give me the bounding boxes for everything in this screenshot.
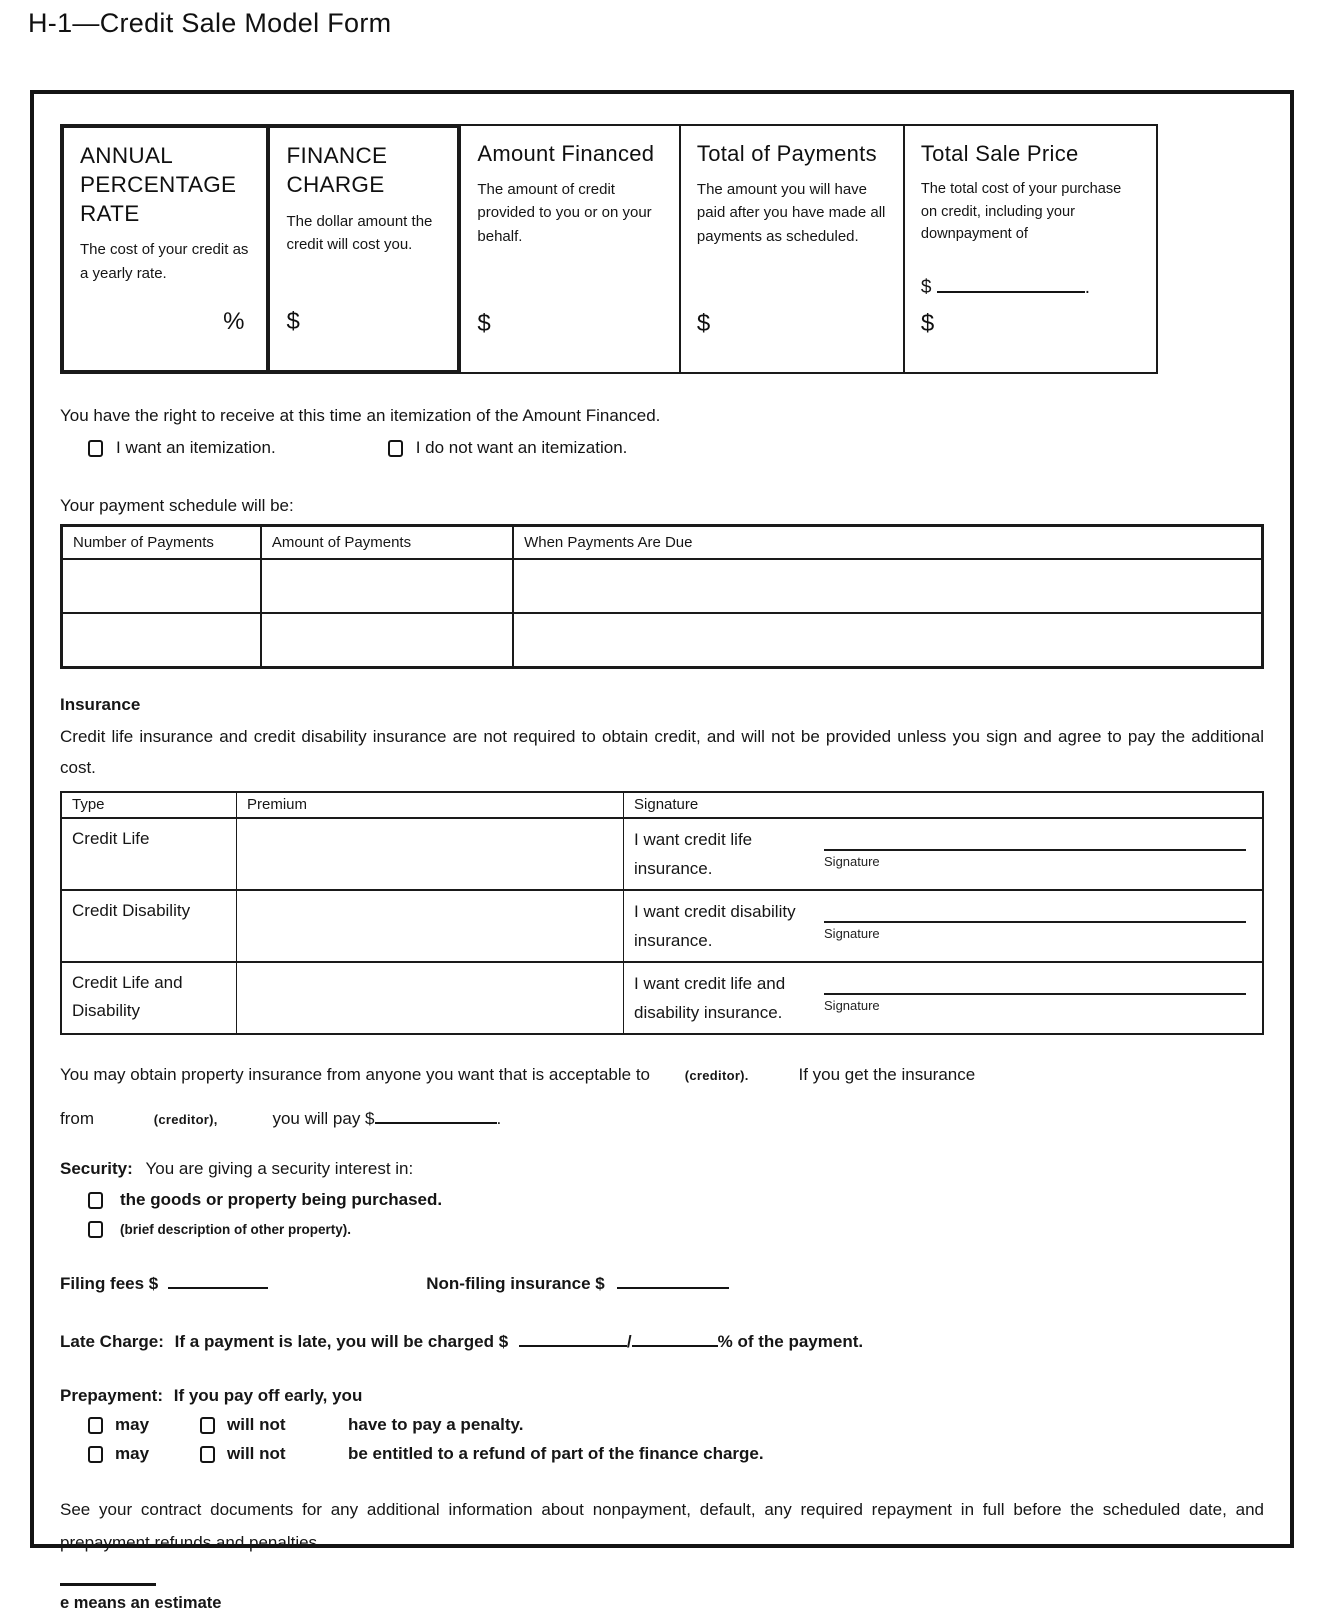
property-insurance-period: .	[496, 1109, 502, 1129]
total-sale-price-amount-field[interactable]: $	[920, 310, 935, 337]
filing-fees-blank[interactable]	[168, 1272, 268, 1289]
nonfiling-insurance-blank[interactable]	[617, 1272, 729, 1289]
security-option-other-property[interactable]	[88, 1221, 1264, 1238]
insurance-type-label: Credit Life	[61, 818, 236, 890]
total-sale-price-description: The total cost of your purchase on credit, including your downpayment of	[920, 181, 1122, 243]
fees-section	[60, 1272, 1264, 1294]
total-of-payments-amount-field[interactable]: $	[696, 310, 711, 337]
signature-label: Signature	[824, 854, 880, 870]
downpayment-dollar-sign: $	[920, 276, 932, 298]
prepayment-intro: If you pay off early, you	[173, 1386, 363, 1406]
payment-schedule-heading: Your payment schedule will be:	[60, 496, 294, 515]
insurance-statement-line: insurance.	[634, 859, 713, 879]
prepayment-may-checkbox[interactable]	[88, 1417, 103, 1434]
itemization-want-checkbox[interactable]	[88, 440, 103, 457]
payment-schedule-row	[62, 559, 1263, 613]
downpayment-period: .	[1084, 276, 1091, 298]
nonfiling-insurance-label: Non-filing insurance $	[426, 1274, 605, 1294]
itemization-no-want-checkbox[interactable]	[388, 440, 403, 457]
insurance-type-label: Credit Disability	[61, 890, 236, 962]
downpayment-field[interactable]	[921, 274, 1140, 299]
col-type: Type	[61, 792, 236, 818]
finance-charge-title: FINANCE CHARGE	[286, 143, 388, 197]
insurance-statement-line: I want credit life	[634, 830, 753, 850]
payment-schedule-row	[62, 613, 1263, 667]
apr-title: ANNUAL PERCENTAGE RATE	[80, 143, 237, 226]
apr-description: The cost of your credit as a yearly rate.	[80, 241, 249, 282]
filing-fees-label: Filing fees $	[60, 1274, 159, 1294]
finance-charge-amount-field[interactable]: $	[286, 308, 300, 335]
amount-financed-box	[459, 124, 681, 374]
property-insurance-section	[60, 1065, 1264, 1129]
prepayment-consequence: have to pay a penalty.	[348, 1415, 524, 1435]
property-insurance-pay-label: you will pay $	[272, 1109, 375, 1129]
amount-financed-title: Amount Financed	[477, 141, 655, 166]
itemization-no-want-label: I do not want an itemization.	[415, 438, 628, 457]
prepayment-penalty-row	[60, 1415, 1264, 1435]
insurance-statement-line: I want credit disability	[634, 902, 796, 922]
insurance-row-credit-life	[61, 818, 1263, 890]
insurance-table	[60, 791, 1264, 1035]
late-charge-heading: Late Charge:	[60, 1332, 164, 1352]
prepayment-section	[60, 1386, 1264, 1464]
property-insurance-line1	[60, 1065, 1264, 1085]
premium-field[interactable]	[236, 890, 623, 962]
insurance-type-label: Credit Life and Disability	[61, 962, 236, 1034]
signature-label: Signature	[824, 926, 880, 942]
insurance-row-credit-life-and-disability	[61, 962, 1263, 1034]
apr-box	[60, 124, 270, 374]
prepayment-will-not-checkbox[interactable]	[200, 1417, 215, 1434]
finance-charge-description: The dollar amount the credit will cost you.	[286, 212, 433, 253]
prepayment-heading: Prepayment:	[60, 1386, 163, 1406]
premium-field[interactable]	[236, 962, 623, 1034]
payment-number-cell[interactable]	[62, 613, 261, 667]
total-sale-price-title: Total Sale Price	[920, 141, 1079, 166]
security-option-goods[interactable]	[88, 1190, 1264, 1210]
signature-line[interactable]	[824, 921, 1246, 923]
total-of-payments-title: Total of Payments	[696, 141, 877, 166]
insurance-header-row	[61, 792, 1263, 818]
insurance-statement: Credit life insurance and credit disability insurance are not required to obtain credit, and will not be provided unless you sign and agree to pay the additional cost.	[60, 726, 1264, 777]
late-charge-section	[60, 1330, 1264, 1352]
prepayment-will-not-label: will not	[227, 1444, 286, 1464]
prepayment-may-checkbox[interactable]	[88, 1446, 103, 1463]
itemization-option-no-want[interactable]	[388, 438, 628, 458]
estimate-note: e means an estimate	[60, 1593, 222, 1612]
total-of-payments-description: The amount you will have paid after you have made all payments as scheduled.	[696, 181, 886, 245]
total-sale-price-box	[903, 124, 1158, 374]
property-insurance-text: You may obtain property insurance from anyone you want that is acceptable to	[60, 1065, 651, 1085]
itemization-want-label: I want an itemization.	[116, 438, 276, 457]
itemization-statement: You have the right to receive at this time an itemization of the Amount Financed.	[60, 406, 661, 425]
signature-label: Signature	[824, 998, 880, 1014]
security-other-property-checkbox[interactable]	[88, 1221, 103, 1238]
apr-percent-field[interactable]: %	[223, 308, 245, 335]
premium-field[interactable]	[236, 818, 623, 890]
creditor-placeholder: (creditor).	[684, 1068, 749, 1084]
security-other-property-label: (brief description of other property).	[120, 1222, 352, 1238]
credit-sale-form	[30, 90, 1294, 1612]
insurance-statement-line: insurance.	[634, 931, 713, 951]
security-goods-checkbox[interactable]	[88, 1192, 103, 1209]
prepayment-will-not-label: will not	[227, 1415, 286, 1435]
payment-due-cell[interactable]	[513, 559, 1262, 613]
finance-charge-box	[266, 124, 461, 374]
insurance-row-credit-disability	[61, 890, 1263, 962]
payment-due-cell[interactable]	[513, 613, 1262, 667]
payment-schedule-header-row	[62, 526, 1263, 560]
security-heading: Security:	[60, 1159, 133, 1179]
signature-line[interactable]	[824, 993, 1246, 995]
tila-disclosure-boxes	[60, 124, 1168, 374]
payment-number-cell[interactable]	[62, 559, 261, 613]
property-insurance-line2	[60, 1107, 1264, 1129]
estimate-divider	[60, 1583, 156, 1586]
security-statement: You are giving a security interest in:	[145, 1159, 414, 1179]
creditor-placeholder: (creditor),	[153, 1112, 218, 1128]
col-when-payments-due: When Payments Are Due	[513, 526, 1262, 560]
prepayment-consequence: be entitled to a refund of part of the finance charge.	[348, 1444, 764, 1464]
col-amount-of-payments: Amount of Payments	[261, 526, 513, 560]
late-charge-text-after: % of the payment.	[717, 1332, 864, 1352]
insurance-statement-line: I want credit life and	[634, 974, 786, 994]
late-charge-percent-blank[interactable]	[632, 1330, 718, 1347]
contract-reference: See your contract documents for any additional information about nonpayment, default, any required repayment in full before the scheduled date, and prepayment refunds and penalties.	[60, 1500, 1264, 1552]
insurance-heading: Insurance	[60, 694, 141, 714]
itemization-option-want[interactable]	[88, 438, 276, 458]
late-charge-separator: /	[626, 1332, 632, 1352]
security-section	[60, 1159, 1264, 1238]
property-insurance-text: from	[60, 1109, 94, 1129]
page-title: H-1—Credit Sale Model Form	[28, 8, 392, 38]
prepayment-refund-row	[60, 1444, 1264, 1464]
amount-financed-description: The amount of credit provided to you or on your behalf.	[477, 181, 652, 245]
prepayment-may-label: may	[115, 1444, 150, 1464]
total-of-payments-box	[679, 124, 905, 374]
prepayment-will-not-checkbox[interactable]	[200, 1446, 215, 1463]
payment-amount-cell[interactable]	[261, 559, 513, 613]
downpayment-blank[interactable]	[937, 274, 1085, 293]
payment-schedule-table	[60, 524, 1264, 669]
late-charge-text: If a payment is late, you will be charged $	[174, 1332, 509, 1352]
amount-financed-amount-field[interactable]: $	[477, 310, 491, 337]
col-number-of-payments: Number of Payments	[62, 526, 261, 560]
insurance-statement-line: disability insurance.	[634, 1003, 783, 1023]
prepayment-may-label: may	[115, 1415, 150, 1435]
property-insurance-amount-blank[interactable]	[375, 1107, 497, 1124]
late-charge-amount-blank[interactable]	[519, 1330, 627, 1347]
property-insurance-text: If you get the insurance	[798, 1065, 976, 1085]
col-premium: Premium	[236, 792, 623, 818]
security-goods-label: the goods or property being purchased.	[120, 1190, 443, 1210]
payment-amount-cell[interactable]	[261, 613, 513, 667]
col-signature: Signature	[624, 792, 1263, 818]
itemization-section	[60, 406, 1264, 458]
signature-line[interactable]	[824, 849, 1246, 851]
